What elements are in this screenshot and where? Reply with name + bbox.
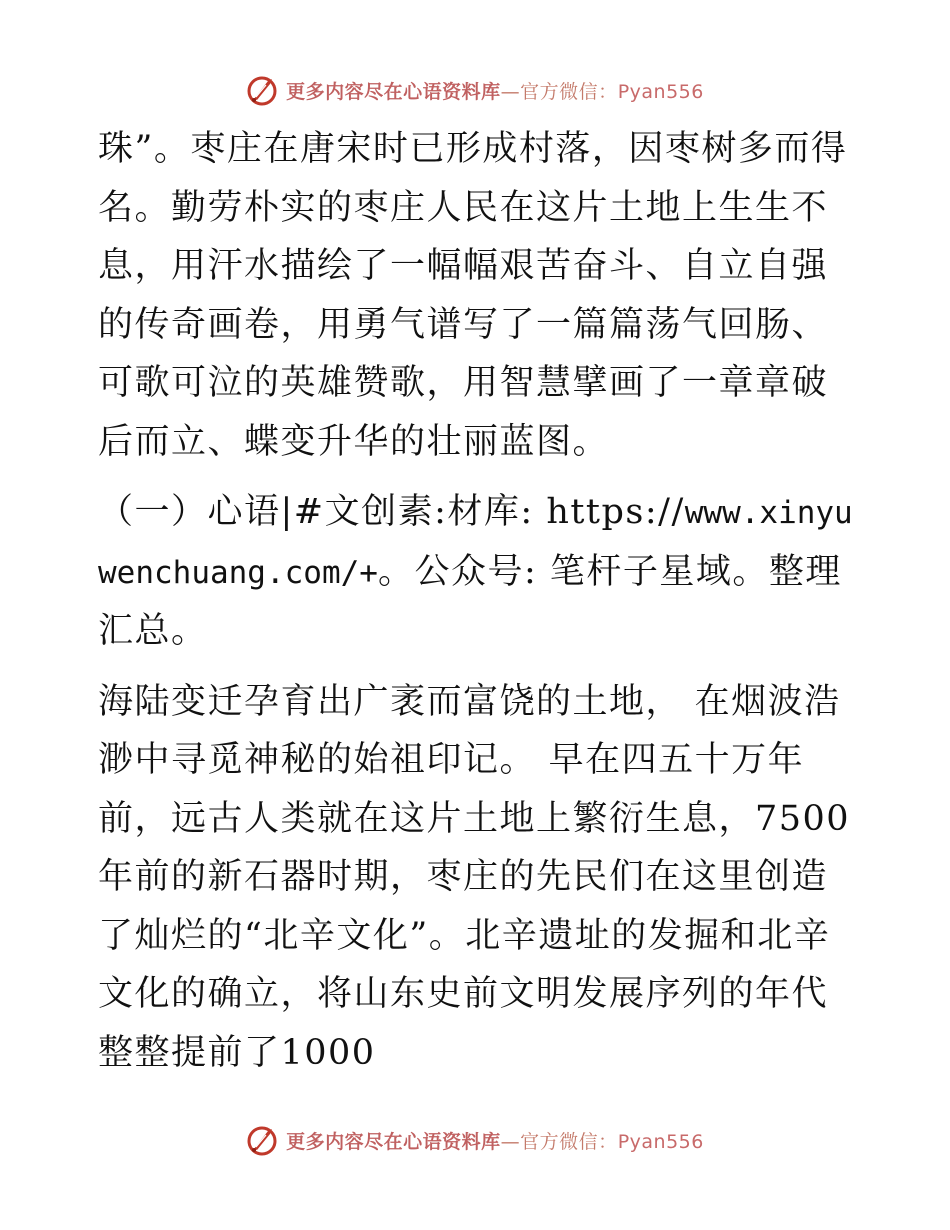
paragraph-zaozhuang-origin: 珠”。枣庄在唐宋时已形成村落，因枣树多而得名。勤劳朴实的枣庄人民在这片土地上生生不息，用汗水描绘了一幅幅艰苦奋斗、自立自强的传奇画卷，用勇气谱写了一篇篇荡气回肠、可歌可泣的英雄赞歌，用智慧擘画了一章章破后而立、蝶变升华的壮丽蓝图。: [98, 129, 848, 462]
header-banner: [0, 70, 950, 110]
footer-banner-text: [286, 1127, 704, 1154]
footer-banner-main: 更多内容尽在心语资料库: [286, 1130, 501, 1153]
footer-banner-wechat-id: Pyan556: [617, 1130, 704, 1153]
paragraph-section-heading: [98, 483, 858, 661]
footer-banner-dash: —: [500, 1130, 521, 1153]
footer-banner: [0, 1120, 950, 1160]
footer-banner-official: 官方微信：: [520, 1130, 618, 1153]
section-heading-tail: 。公众号: 笔杆子星域。整理汇总。: [98, 551, 842, 651]
paragraph-beixin-culture: 海陆变迁孕育出广袤而富饶的土地， 在烟波浩渺中寻觅神秘的始祖印记。 早在四五十万年前，远古人类就在这片土地上繁衍生息，7500 年前的新石器时期，枣庄的先民们在这里创造了灿烂的“北辛文化”。北辛遗址的发掘和北辛文化的确立，将山东史前文明发展序列的年代整整提前了1000: [98, 681, 851, 1073]
quill-pen-logo-icon: [246, 1123, 280, 1157]
header-banner-official: 官方微信：: [520, 80, 618, 103]
footer-banner-inner: [246, 1123, 704, 1157]
header-banner-main: 更多内容尽在心语资料库: [286, 80, 501, 103]
quill-pen-logo-icon: [246, 73, 280, 107]
document-body: [98, 120, 858, 1082]
header-banner-inner: [246, 73, 704, 107]
website-url-text: www.xinyuwenchuang.com/+: [98, 495, 853, 591]
header-banner-text: [286, 77, 704, 104]
header-banner-dash: —: [500, 80, 521, 103]
header-banner-wechat-id: Pyan556: [617, 80, 704, 103]
section-heading-text: （一）心语|#文创素:材库: https://: [98, 492, 685, 532]
